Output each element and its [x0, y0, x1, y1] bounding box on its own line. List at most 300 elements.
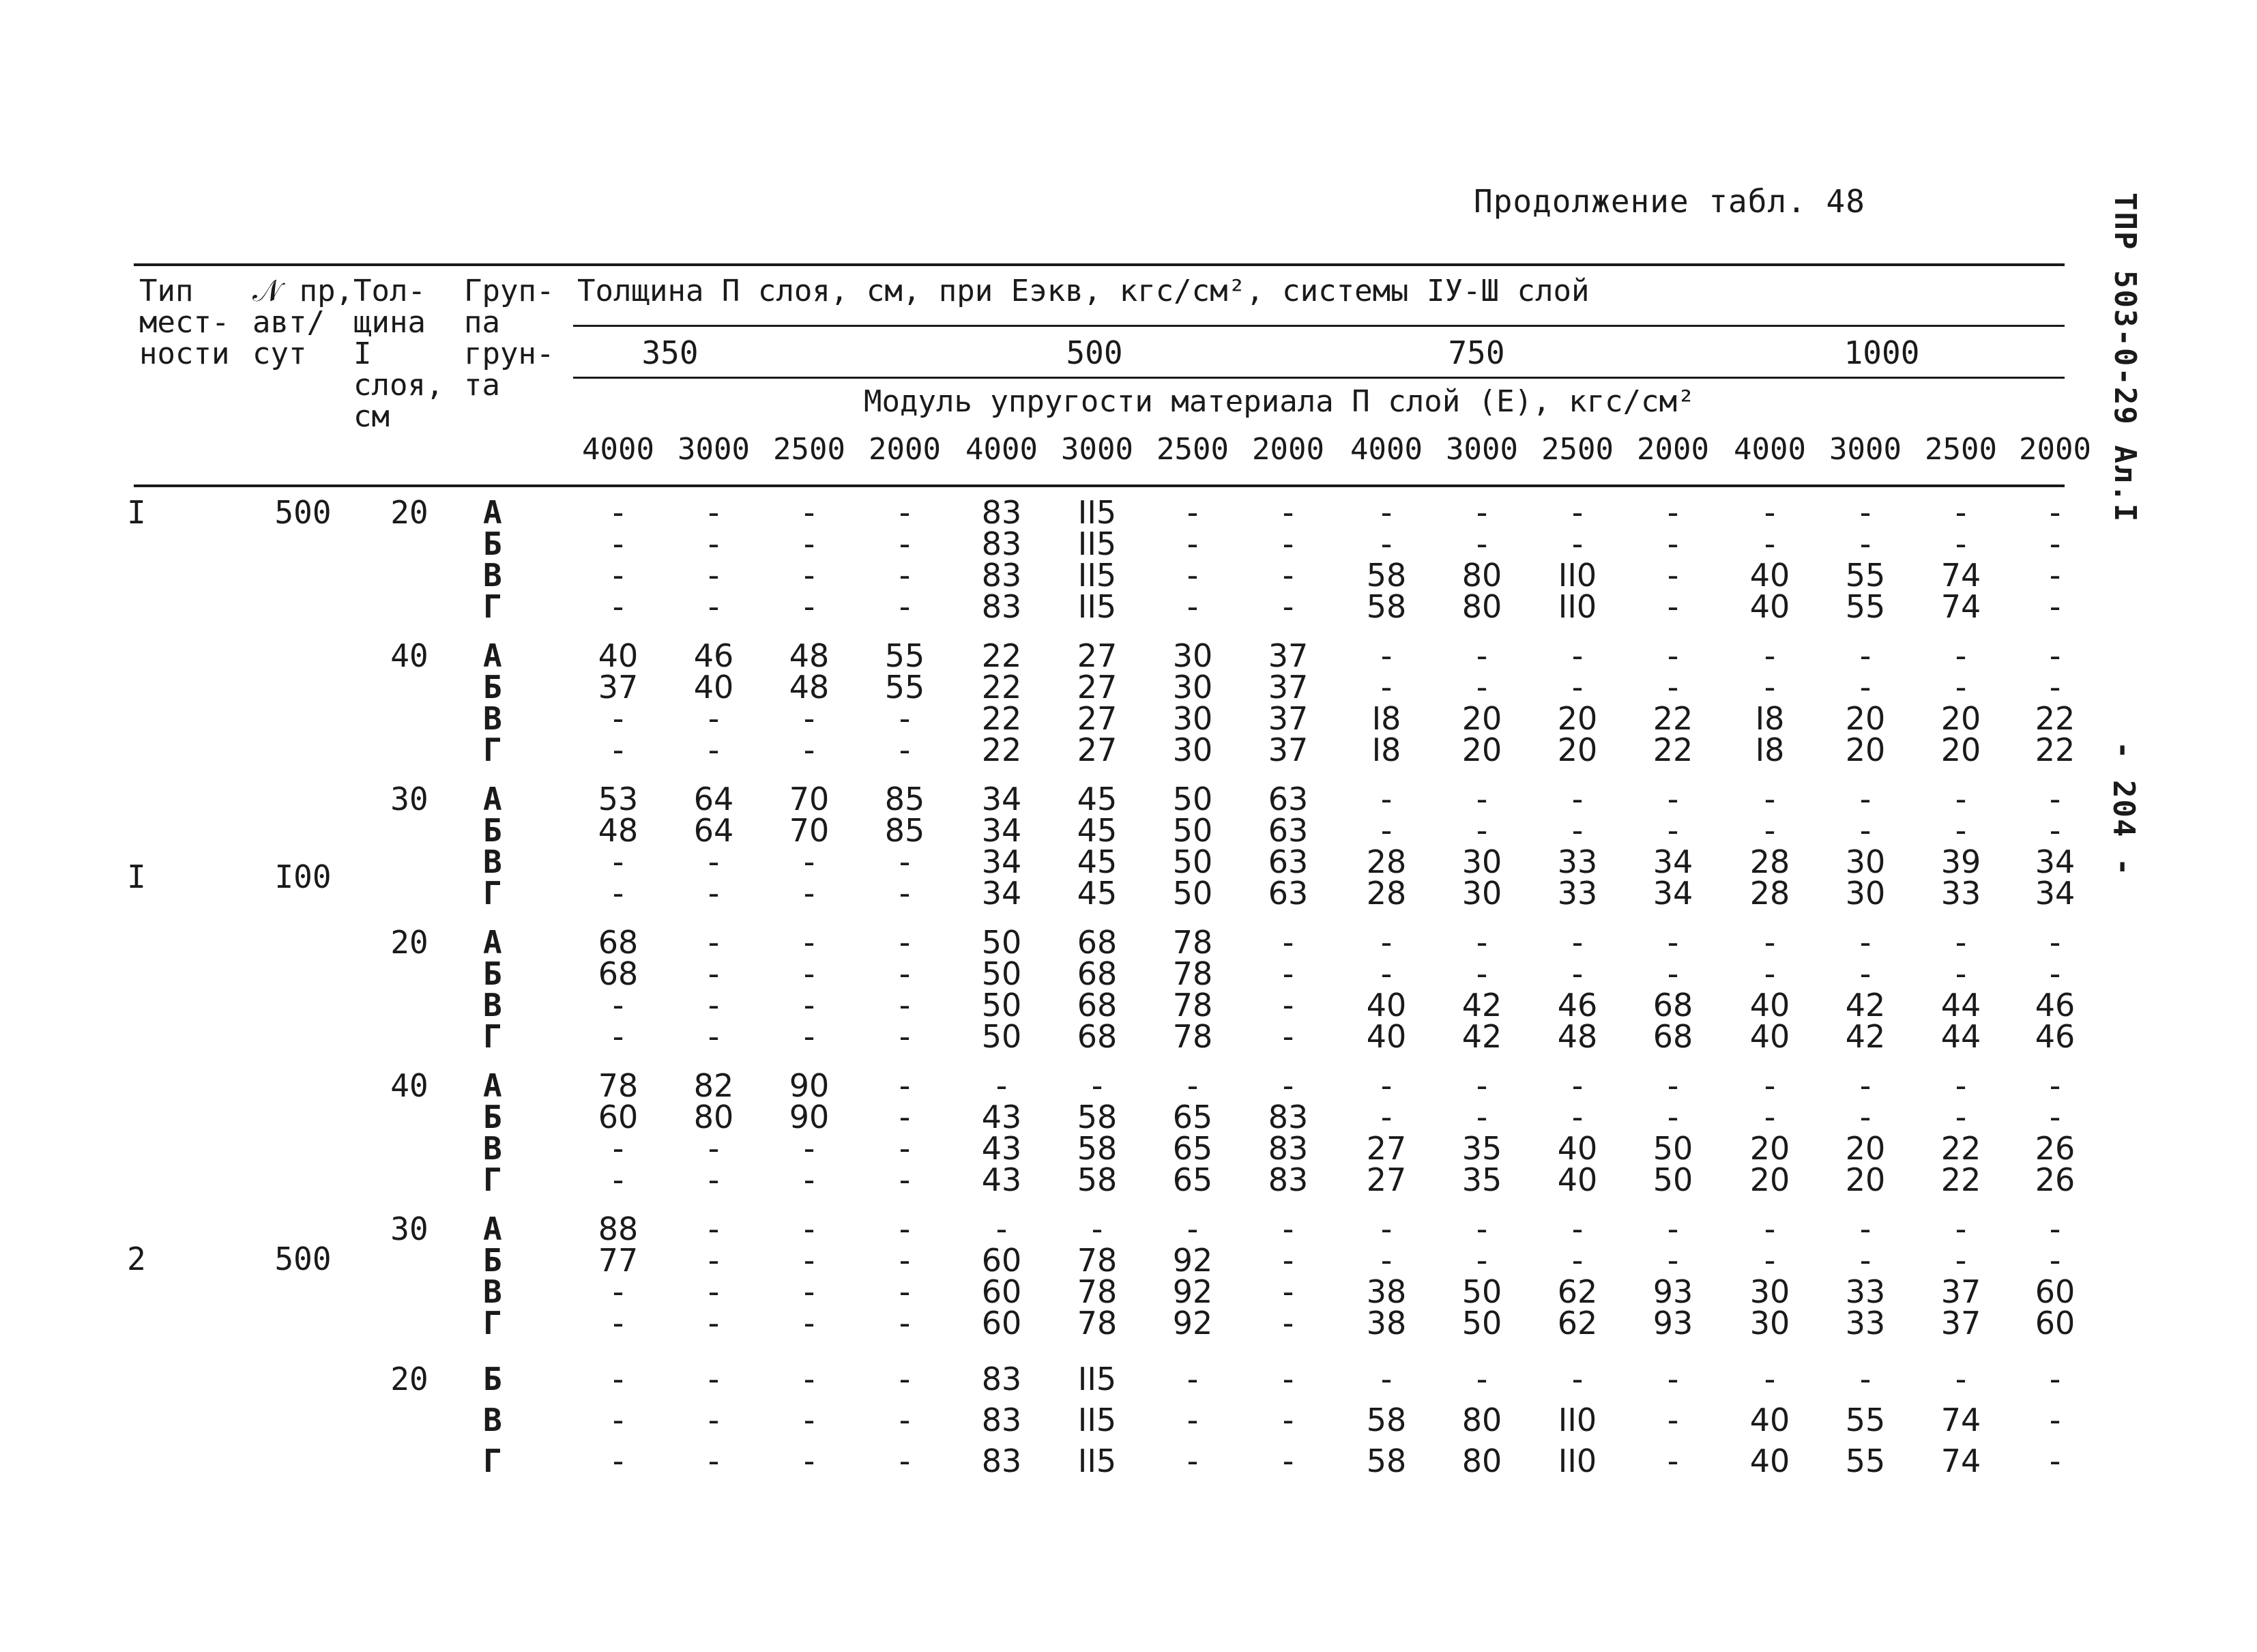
table-cell: - — [612, 987, 624, 1024]
table-cell: - — [1476, 1099, 1488, 1135]
table-cell: 28 — [1749, 843, 1790, 880]
table-cell: - — [1764, 1067, 1776, 1104]
table-cell: - — [1476, 669, 1488, 706]
table-cell: - — [708, 843, 720, 880]
table-cell: 40 — [598, 637, 639, 674]
table-cell: - — [803, 1273, 815, 1310]
table-cell: 48 — [789, 637, 830, 674]
table-cell: 37 — [1940, 1305, 1981, 1342]
table-cell: - — [1282, 1273, 1294, 1310]
table-cell: - — [1476, 955, 1488, 992]
table-cell: - — [1667, 1361, 1679, 1397]
table-cell: 20 — [1845, 731, 1886, 768]
table-cell: - — [1859, 669, 1872, 706]
table-cell: - — [1380, 525, 1393, 562]
table-cell: - — [2049, 1067, 2061, 1104]
table-cell: - — [1186, 1402, 1199, 1438]
table-cell: - — [1667, 924, 1679, 961]
table-cell: 45 — [1077, 875, 1118, 912]
table-cell: 62 — [1557, 1273, 1598, 1310]
table-cell: 63 — [1268, 812, 1309, 849]
table-cell: - — [1859, 781, 1872, 817]
table-cell: 83 — [981, 1402, 1022, 1438]
table-cell: - — [1859, 1067, 1872, 1104]
thickness-value: 30 — [390, 1211, 428, 1247]
table-cell: - — [803, 588, 815, 625]
table-cell: - — [708, 731, 720, 768]
table-cell: 50 — [981, 924, 1022, 961]
soil-group-label: Г — [483, 875, 502, 912]
table-cell: - — [803, 731, 815, 768]
table-cell: - — [1571, 1211, 1584, 1247]
table-cell: 38 — [1366, 1305, 1407, 1342]
table-cell: 83 — [981, 494, 1022, 531]
table-cell: - — [899, 1305, 911, 1342]
table-cell: - — [612, 1161, 624, 1198]
table-cell: 27 — [1077, 731, 1118, 768]
table-cell: 68 — [1077, 1018, 1118, 1055]
table-cell: - — [1380, 1099, 1393, 1135]
table-cell: 30 — [1749, 1273, 1790, 1310]
table-cell: - — [1282, 1067, 1294, 1104]
table-cell: 30 — [1172, 637, 1213, 674]
soil-group-label: В — [483, 557, 502, 594]
table-cell: - — [2049, 812, 2061, 849]
table-cell: - — [2049, 1211, 2061, 1247]
table-cell: - — [2049, 781, 2061, 817]
table-cell: 43 — [981, 1130, 1022, 1167]
table-cell: 34 — [981, 781, 1022, 817]
table-cell: - — [1380, 955, 1393, 992]
table-cell: - — [803, 557, 815, 594]
table-cell: 68 — [598, 924, 639, 961]
table-cell: - — [899, 525, 911, 562]
table-cell: 68 — [1077, 987, 1118, 1024]
table-cell: - — [708, 700, 720, 737]
table-cell: - — [2049, 955, 2061, 992]
table-cell: 40 — [1366, 1018, 1407, 1055]
table-cell: 78 — [1077, 1273, 1118, 1310]
table-cell: I8 — [1755, 700, 1785, 737]
modulus-value: 3000 — [1829, 432, 1902, 467]
table-cell: 83 — [1268, 1099, 1309, 1135]
table-cell: - — [1186, 1067, 1199, 1104]
table-cell: 30 — [1461, 843, 1502, 880]
table-cell: 88 — [598, 1211, 639, 1247]
table-cell: - — [612, 1130, 624, 1167]
table-cell: 20 — [1845, 700, 1886, 737]
table-cell: 22 — [2035, 700, 2076, 737]
table-cell: - — [1667, 1242, 1679, 1279]
table-cell: - — [803, 1130, 815, 1167]
table-cell: 20 — [1940, 700, 1981, 737]
eekv-value: 1000 — [1844, 334, 1920, 371]
table-cell: 63 — [1268, 875, 1309, 912]
table-cell: 50 — [1172, 843, 1213, 880]
table-cell: - — [1764, 781, 1776, 817]
table-cell: - — [612, 843, 624, 880]
table-cell: 83 — [981, 1361, 1022, 1397]
table-cell: - — [1476, 1067, 1488, 1104]
thickness-value: 20 — [390, 1361, 428, 1397]
soil-group-label: А — [483, 924, 502, 961]
table-cell: - — [1667, 637, 1679, 674]
table-cell: 33 — [1845, 1305, 1886, 1342]
table-cell: 33 — [1845, 1273, 1886, 1310]
table-cell: - — [612, 731, 624, 768]
table-cell: 50 — [1652, 1161, 1693, 1198]
table-cell: - — [803, 1242, 815, 1279]
table-cell: 33 — [1940, 875, 1981, 912]
table-cell: 45 — [1077, 781, 1118, 817]
table-cell: 42 — [1461, 1018, 1502, 1055]
table-cell: - — [1186, 588, 1199, 625]
table-cell: 63 — [1268, 843, 1309, 880]
table-cell: - — [612, 1443, 624, 1479]
table-cell: - — [1667, 1211, 1679, 1247]
table-cell: - — [899, 875, 911, 912]
table-cell: 50 — [1461, 1305, 1502, 1342]
table-cell: - — [612, 1402, 624, 1438]
table-cell: - — [899, 924, 911, 961]
modulus-value: 4000 — [1350, 432, 1423, 467]
table-cell: - — [612, 1273, 624, 1310]
table-cell: - — [1764, 955, 1776, 992]
table-cell: 20 — [1845, 1161, 1886, 1198]
table-cell: - — [1667, 1067, 1679, 1104]
table-cell: - — [1955, 669, 1967, 706]
table-cell: 55 — [884, 637, 925, 674]
table-cell: 22 — [981, 637, 1022, 674]
table-cell: 58 — [1077, 1130, 1118, 1167]
table-cell: - — [1380, 1211, 1393, 1247]
table-cell: 34 — [981, 875, 1022, 912]
soil-group-label: А — [483, 494, 502, 531]
table-cell: 58 — [1077, 1161, 1118, 1198]
table-cell: - — [1476, 812, 1488, 849]
table-cell: 22 — [2035, 731, 2076, 768]
table-cell: - — [1380, 1067, 1393, 1104]
table-cell: 85 — [884, 781, 925, 817]
table-cell: - — [1764, 1361, 1776, 1397]
soil-group-label: А — [483, 1067, 502, 1104]
table-cell: 20 — [1461, 731, 1502, 768]
header-thickness: Тол- щина I слоя, см — [353, 274, 444, 434]
table-cell: 34 — [981, 812, 1022, 849]
table-cell: 37 — [1268, 637, 1309, 674]
table-cell: 74 — [1940, 557, 1981, 594]
table-cell: 50 — [981, 987, 1022, 1024]
table-cell: - — [2049, 924, 2061, 961]
eekv-value: 500 — [1066, 334, 1123, 371]
table-cell: - — [803, 1443, 815, 1479]
table-cell: 22 — [981, 731, 1022, 768]
table-cell: - — [612, 588, 624, 625]
table-cell: 92 — [1172, 1273, 1213, 1310]
table-cell: - — [1955, 525, 1967, 562]
thickness-value: 30 — [390, 781, 428, 817]
table-cell: - — [612, 1305, 624, 1342]
table-cell: - — [1282, 987, 1294, 1024]
table-cell: - — [1380, 812, 1393, 849]
table-cell: 62 — [1557, 1305, 1598, 1342]
modulus-value: 3000 — [1061, 432, 1133, 467]
terrain-type-label: I — [127, 858, 146, 895]
table-cell: - — [899, 843, 911, 880]
modulus-value: 2000 — [869, 432, 941, 467]
table-cell: 55 — [1845, 1402, 1886, 1438]
table-cell: - — [803, 924, 815, 961]
table-cell: - — [1282, 525, 1294, 562]
table-cell: - — [1476, 1361, 1488, 1397]
table-cell: - — [803, 1018, 815, 1055]
table-cell: 22 — [981, 700, 1022, 737]
soil-group-label: В — [483, 1130, 502, 1167]
table-cell: - — [899, 1130, 911, 1167]
table-cell: - — [1667, 1099, 1679, 1135]
table-cell: 58 — [1366, 1443, 1407, 1479]
table-cell: 77 — [598, 1242, 639, 1279]
table-cell: 33 — [1557, 843, 1598, 880]
table-cell: 40 — [1366, 987, 1407, 1024]
soil-group-label: Б — [483, 1099, 502, 1135]
modulus-value: 3000 — [678, 432, 750, 467]
table-cell: - — [708, 1018, 720, 1055]
table-cell: 68 — [1652, 1018, 1693, 1055]
table-cell: - — [1955, 637, 1967, 674]
eekv-rule — [573, 325, 2065, 327]
table-cell: - — [708, 924, 720, 961]
soil-group-label: Б — [483, 669, 502, 706]
table-cell: 58 — [1366, 1402, 1407, 1438]
soil-group-label: В — [483, 987, 502, 1024]
table-cell: 50 — [981, 1018, 1022, 1055]
table-cell: 60 — [598, 1099, 639, 1135]
table-cell: 60 — [2035, 1305, 2076, 1342]
table-cell: - — [803, 843, 815, 880]
table-cell: II5 — [1077, 1443, 1117, 1479]
table-cell: 20 — [1749, 1130, 1790, 1167]
table-cell: 93 — [1652, 1305, 1693, 1342]
table-cell: - — [1476, 1211, 1488, 1247]
table-cell: - — [1859, 924, 1872, 961]
table-cell: - — [1476, 494, 1488, 531]
table-cell: 50 — [1172, 781, 1213, 817]
table-cell: 60 — [981, 1242, 1022, 1279]
table-cell: 37 — [598, 669, 639, 706]
traffic-value: 500 — [274, 1241, 332, 1277]
table-cell: - — [708, 1211, 720, 1247]
table-cell: 78 — [1172, 955, 1213, 992]
table-cell: - — [803, 875, 815, 912]
table-cell: - — [1282, 588, 1294, 625]
table-cell: 28 — [1366, 843, 1407, 880]
eekv-value: 350 — [641, 334, 699, 371]
table-cell: - — [708, 494, 720, 531]
table-cell: 50 — [1652, 1130, 1693, 1167]
table-cell: - — [1476, 1242, 1488, 1279]
table-cell: II0 — [1558, 1402, 1597, 1438]
modulus-rule — [573, 377, 2065, 379]
table-cell: - — [1282, 1402, 1294, 1438]
table-cell: - — [1667, 955, 1679, 992]
table-cell: - — [1571, 1067, 1584, 1104]
table-cell: 37 — [1268, 669, 1309, 706]
table-cell: - — [2049, 669, 2061, 706]
table-cell: 30 — [1172, 700, 1213, 737]
table-cell: - — [2049, 1099, 2061, 1135]
table-cell: II5 — [1077, 1361, 1117, 1397]
table-cell: - — [1380, 924, 1393, 961]
table-cell: - — [1859, 637, 1872, 674]
table-cell: - — [1380, 781, 1393, 817]
table-cell: - — [1282, 1211, 1294, 1247]
table-cell: - — [1282, 557, 1294, 594]
table-cell: - — [1282, 494, 1294, 531]
table-cell: - — [612, 1018, 624, 1055]
table-cell: - — [708, 875, 720, 912]
table-cell: 27 — [1366, 1130, 1407, 1167]
table-cell: - — [612, 1361, 624, 1397]
table-cell: - — [1955, 1242, 1967, 1279]
table-cell: - — [1667, 525, 1679, 562]
table-cell: 20 — [1461, 700, 1502, 737]
soil-group-label: В — [483, 1273, 502, 1310]
table-cell: 30 — [1461, 875, 1502, 912]
table-cell: - — [995, 1067, 1008, 1104]
table-cell: 92 — [1172, 1305, 1213, 1342]
traffic-value: 500 — [274, 494, 332, 531]
terrain-type-label: 2 — [127, 1241, 146, 1277]
table-cell: - — [1667, 494, 1679, 531]
table-cell: 78 — [1172, 924, 1213, 961]
modulus-value: 2000 — [2019, 432, 2091, 467]
table-cell: 55 — [884, 669, 925, 706]
table-cell: 34 — [1652, 843, 1693, 880]
table-cell: 30 — [1749, 1305, 1790, 1342]
table-cell: 20 — [1940, 731, 1981, 768]
table-cell: 22 — [1940, 1161, 1981, 1198]
table-cell: 40 — [1749, 1018, 1790, 1055]
table-cell: - — [1186, 557, 1199, 594]
table-cell: 43 — [981, 1099, 1022, 1135]
table-cell: 78 — [1172, 987, 1213, 1024]
table-cell: - — [803, 1305, 815, 1342]
table-cell: - — [899, 731, 911, 768]
modulus-value: 2000 — [1637, 432, 1709, 467]
header-type: Тип мест- ности — [139, 274, 230, 371]
table-cell: - — [1571, 1242, 1584, 1279]
table-cell: 80 — [693, 1099, 734, 1135]
table-cell: - — [1282, 1361, 1294, 1397]
table-cell: - — [708, 1361, 720, 1397]
table-cell: - — [1667, 812, 1679, 849]
table-cell: - — [803, 1161, 815, 1198]
table-cell: - — [708, 1443, 720, 1479]
table-cell: - — [1667, 669, 1679, 706]
table-cell: 63 — [1268, 781, 1309, 817]
table-cell: 46 — [2035, 1018, 2076, 1055]
table-cell: - — [899, 1161, 911, 1198]
table-cell: - — [708, 1130, 720, 1167]
table-cell: - — [708, 1305, 720, 1342]
table-cell: - — [2049, 637, 2061, 674]
table-cell: - — [1955, 924, 1967, 961]
table-cell: 26 — [2035, 1130, 2076, 1167]
table-cell: I8 — [1371, 731, 1401, 768]
table-cell: 83 — [981, 525, 1022, 562]
table-cell: - — [1380, 637, 1393, 674]
table-cell: 20 — [1557, 700, 1598, 737]
table-cell: 50 — [1172, 875, 1213, 912]
thickness-value: 20 — [390, 924, 428, 961]
table-cell: 60 — [2035, 1273, 2076, 1310]
thickness-value: 40 — [390, 1067, 428, 1104]
table-cell: 58 — [1366, 557, 1407, 594]
table-cell: 34 — [1652, 875, 1693, 912]
table-cell: 64 — [693, 781, 734, 817]
table-cell: - — [708, 525, 720, 562]
table-cell: - — [1380, 494, 1393, 531]
header-modulus-title: Модуль упругости материала П слой (Е), кгс/см² — [864, 384, 1695, 419]
table-cell: 90 — [789, 1067, 830, 1104]
table-cell: - — [1955, 494, 1967, 531]
table-cell: II0 — [1558, 588, 1597, 625]
table-cell: - — [1571, 955, 1584, 992]
table-cell: 83 — [1268, 1130, 1309, 1167]
table-cell: - — [1764, 1099, 1776, 1135]
table-cell: - — [1859, 955, 1872, 992]
table-caption: Продолжение табл. 48 — [1474, 183, 1865, 220]
table-cell: - — [803, 1361, 815, 1397]
table-cell: 90 — [789, 1099, 830, 1135]
table-cell: I8 — [1755, 731, 1785, 768]
table-cell: - — [2049, 494, 2061, 531]
table-cell: - — [899, 1273, 911, 1310]
soil-group-label: В — [483, 843, 502, 880]
table-cell: - — [1764, 494, 1776, 531]
modulus-value: 2500 — [1156, 432, 1229, 467]
table-cell: - — [1186, 494, 1199, 531]
table-cell: 80 — [1461, 1443, 1502, 1479]
soil-group-label: А — [483, 781, 502, 817]
table-cell: 83 — [981, 588, 1022, 625]
table-cell: 65 — [1172, 1161, 1213, 1198]
table-cell: - — [803, 987, 815, 1024]
modulus-value: 3000 — [1446, 432, 1518, 467]
table-cell: - — [1859, 1211, 1872, 1247]
table-cell: 55 — [1845, 557, 1886, 594]
table-cell: 78 — [1172, 1018, 1213, 1055]
table-cell: - — [1571, 924, 1584, 961]
table-cell: 85 — [884, 812, 925, 849]
table-cell: II0 — [1558, 557, 1597, 594]
table-cell: 82 — [693, 1067, 734, 1104]
table-cell: 48 — [789, 669, 830, 706]
soil-group-label: В — [483, 700, 502, 737]
table-cell: 27 — [1077, 669, 1118, 706]
table-cell: - — [1571, 669, 1584, 706]
table-cell: 40 — [1749, 557, 1790, 594]
table-cell: - — [899, 1402, 911, 1438]
soil-group-label: Б — [483, 525, 502, 562]
table-cell: 83 — [981, 1443, 1022, 1479]
table-cell: - — [2049, 1443, 2061, 1479]
eekv-value: 750 — [1448, 334, 1505, 371]
table-cell: 35 — [1461, 1161, 1502, 1198]
table-cell: - — [803, 525, 815, 562]
table-cell: - — [1571, 525, 1584, 562]
